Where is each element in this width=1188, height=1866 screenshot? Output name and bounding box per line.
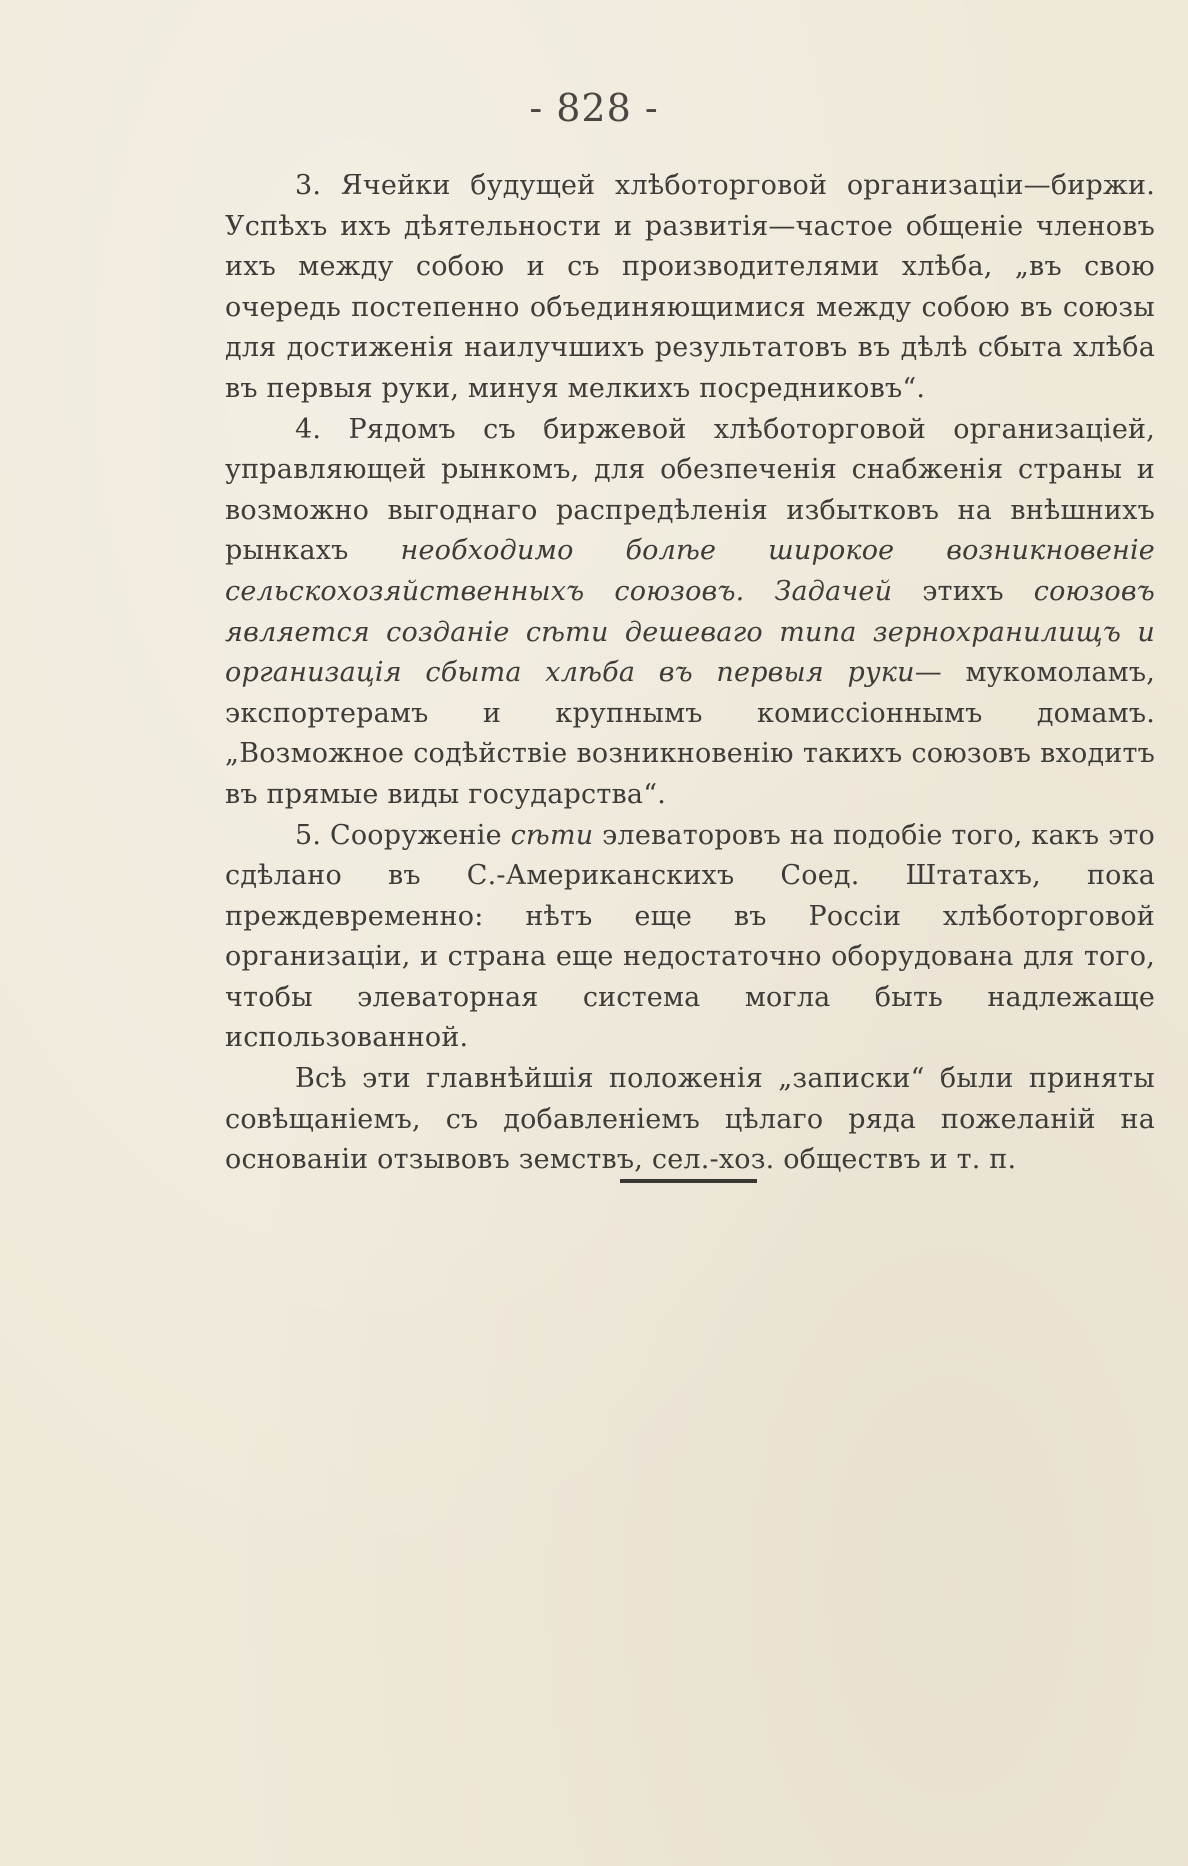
paragraph-4-text-c: — мукомоламъ, экспортерамъ и крупнымъ комиссіоннымъ домамъ. „Возможное содѣйствіе возникновенію такихъ союзовъ входитъ въ прямые виды государства“. xyxy=(225,657,1155,810)
paragraph-summary-text: Всѣ эти главнѣйшія положенія „записки“ были приняты совѣщаніемъ, съ добавленіемъ цѣлаго ряда пожеланій на основаніи отзывовъ земствъ, сел.-хоз. обществъ и т. п. xyxy=(225,1063,1155,1176)
section-divider-rule xyxy=(620,1179,757,1183)
body-text xyxy=(225,166,1155,1181)
paragraph-3 xyxy=(225,166,1155,410)
paragraph-5 xyxy=(225,816,1155,1060)
paragraph-4-text-a: 4. Рядомъ съ биржевой хлѣботорговой организаціей, управляющей рынкомъ, для обезпеченія снабженія страны и возможно выгоднаго распредѣленія избытковъ на внѣшнихъ рынкахъ xyxy=(225,413,1155,567)
paragraph-5-italic: сѣти xyxy=(510,819,594,851)
paragraph-4-italic-a: необходимо болѣе широкое возникновеніе сельскохозяйственныхъ союзовъ. Задачей xyxy=(225,535,1155,607)
paragraph-summary xyxy=(225,1059,1155,1181)
paragraph-4-text-b: этихъ xyxy=(892,575,1034,607)
paragraph-5-text-b: элеваторовъ на подобіе того, какъ это сдѣлано въ С.-Американскихъ Соед. Штатахъ, пока преждевременно: нѣтъ еще въ Россіи хлѣботорговой организаціи, и страна еще недостаточно оборудована для того, чтобы элеваторная система могла быть надлежаще использованной. xyxy=(225,819,1155,1054)
paragraph-5-text-a: 5. Сооруженіе xyxy=(295,819,511,851)
paragraph-3-text: 3. Ячейки будущей хлѣботорговой организаціи—биржи. Успѣхъ ихъ дѣятельности и развитія—частое общеніе членовъ ихъ между собою и съ производителями хлѣба, „въ свою очередь постепенно объединяющимися между собою въ союзы для достиженія наилучшихъ результатовъ въ дѣлѣ сбыта хлѣба въ первыя руки, минуя мелкихъ посредниковъ“. xyxy=(225,170,1155,404)
page-number: - 828 - xyxy=(529,86,659,130)
paragraph-4 xyxy=(225,410,1155,816)
paragraph-4-italic-b: союзовъ является созданіе сѣти дешеваго типа зернохранилищъ и организація сбыта хлѣба въ первыя руки xyxy=(225,575,1155,689)
